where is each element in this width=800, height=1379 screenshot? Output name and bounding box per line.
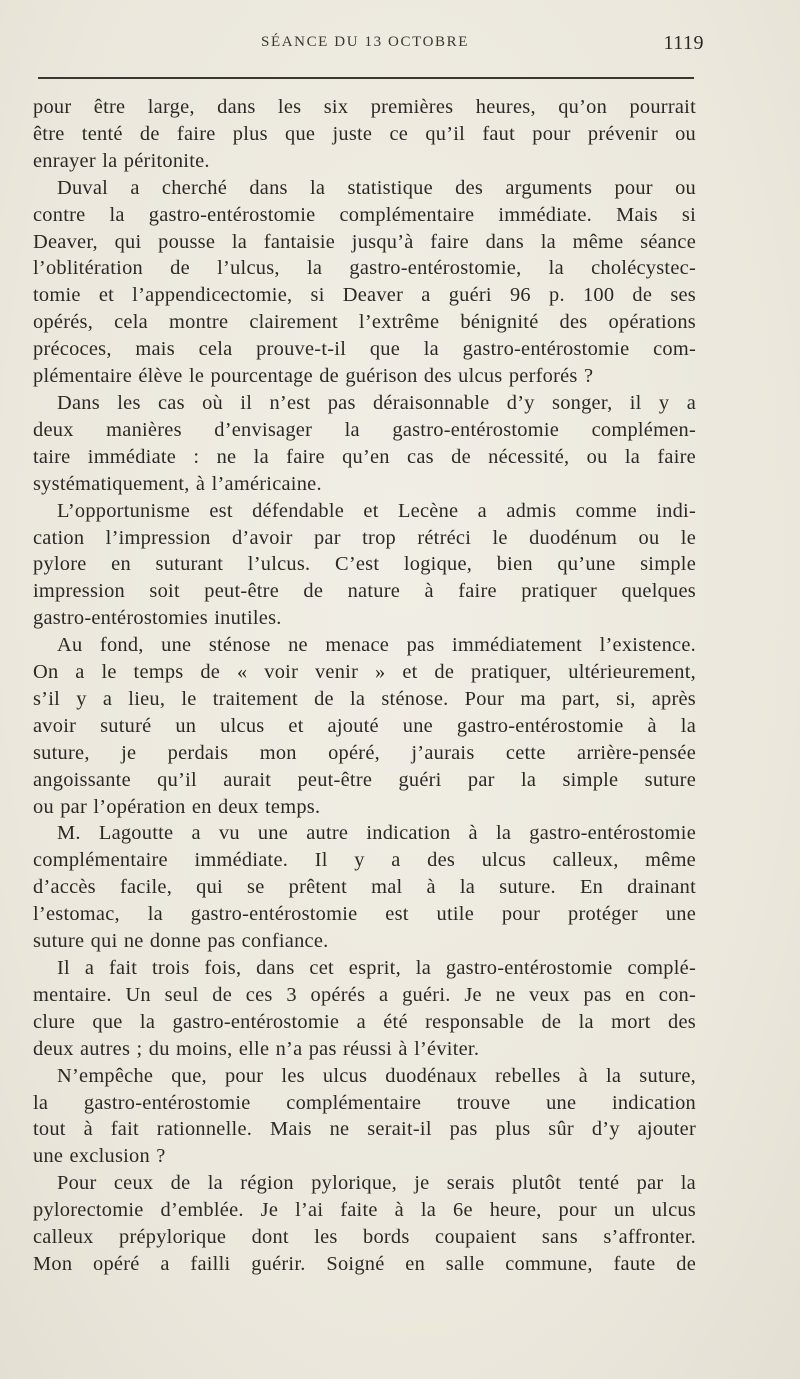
text-line: mentaire. Un seul de ces 3 opérés a guéri. Je ne veux pas en con- bbox=[33, 983, 696, 1006]
text-line: clure que la gastro-entérostomie a été responsable de la mort des bbox=[33, 1010, 696, 1033]
text-line: la gastro-entérostomie complémentaire trouve une indication bbox=[33, 1091, 696, 1114]
text-line: N’empêche que, pour les ulcus duodénaux rebelles à la suture, bbox=[57, 1064, 696, 1087]
text-line: enrayer la péritonite. bbox=[33, 149, 210, 172]
text-line: suture qui ne donne pas confiance. bbox=[33, 930, 329, 953]
text-line: pylorectomie d’emblée. Je l’ai faite à la 6e heure, pour un ulcus bbox=[33, 1199, 696, 1222]
text-line: s’il y a lieu, le traitement de la sténose. Pour ma part, si, après bbox=[33, 687, 696, 710]
text-line: précoces, mais cela prouve-t-il que la gastro-entérostomie com- bbox=[33, 338, 696, 361]
body-text bbox=[33, 94, 696, 1278]
text-line: pour être large, dans les six premières heures, qu’on pourrait bbox=[33, 96, 696, 118]
text-line: contre la gastro-entérostomie complémentaire immédiate. Mais si bbox=[33, 203, 696, 226]
text-line: Deaver, qui pousse la fantaisie jusqu’à faire dans la même séance bbox=[33, 230, 696, 253]
text-line: angoissante qu’il aurait peut-être guéri par la simple suture bbox=[33, 768, 696, 791]
text-line: calleux prépylorique dont les bords coupaient sans s’affronter. bbox=[33, 1226, 696, 1249]
text-line: Dans les cas où il n’est pas déraisonnable d’y songer, il y a bbox=[57, 391, 696, 414]
running-head: SÉANCE DU 13 OCTOBRE bbox=[261, 34, 469, 50]
text-line: Duval a cherché dans la statistique des arguments pour ou bbox=[57, 176, 696, 199]
text-line: systématiquement, à l’américaine. bbox=[33, 472, 322, 495]
text-line: tout à fait rationnelle. Mais ne serait-il pas plus sûr d’y ajouter bbox=[33, 1118, 696, 1141]
text-line: gastro-entérostomies inutiles. bbox=[33, 607, 282, 630]
text-line: deux manières d’envisager la gastro-entérostomie complémen- bbox=[33, 418, 696, 441]
text-line: Pour ceux de la région pylorique, je serais plutôt tenté par la bbox=[57, 1172, 696, 1195]
text-line: ou par l’opération en deux temps. bbox=[33, 795, 321, 818]
text-line: l’estomac, la gastro-entérostomie est utile pour protéger une bbox=[33, 903, 696, 926]
text-line: impression soit peut-être de nature à faire pratiquer quelques bbox=[33, 580, 696, 603]
text-line: deux autres ; du moins, elle n’a pas réussi à l’éviter. bbox=[33, 1037, 480, 1060]
page-header bbox=[34, 32, 704, 62]
text-line: une exclusion ? bbox=[33, 1145, 166, 1168]
text-line: Il a fait trois fois, dans cet esprit, la gastro-entérostomie complé- bbox=[57, 957, 696, 979]
text-line: être tenté de faire plus que juste ce qu’il faut pour prévenir ou bbox=[33, 122, 696, 145]
text-line: taire immédiate : ne la faire qu’en cas de nécessité, ou la faire bbox=[33, 445, 696, 468]
text-line: L’opportunisme est défendable et Lecène a admis comme indi- bbox=[57, 499, 696, 522]
text-line: On a le temps de « voir venir » et de pratiquer, ultérieurement, bbox=[33, 661, 696, 684]
text-line: l’oblitération de l’ulcus, la gastro-entérostomie, la cholécystec- bbox=[33, 257, 696, 280]
page-number: 1119 bbox=[663, 32, 704, 54]
text-line: Mon opéré a failli guérir. Soigné en salle commune, faute de bbox=[33, 1252, 696, 1275]
text-line: d’accès facile, qui se prêtent mal à la suture. En drainant bbox=[33, 876, 696, 899]
text-line: pylore en suturant l’ulcus. C’est logique, bien qu’une simple bbox=[33, 553, 696, 576]
text-line: M. Lagoutte a vu une autre indication à la gastro-entérostomie bbox=[57, 822, 696, 845]
text-line: plémentaire élève le pourcentage de guérison des ulcus perforés ? bbox=[33, 365, 594, 388]
text-line: suture, je perdais mon opéré, j’aurais cette arrière-pensée bbox=[33, 741, 696, 764]
text-line: cation l’impression d’avoir par trop rétréci le duodénum ou le bbox=[33, 526, 696, 549]
text-line: Au fond, une sténose ne menace pas immédiatement l’existence. bbox=[57, 634, 696, 657]
text-line: tomie et l’appendicectomie, si Deaver a guéri 96 p. 100 de ses bbox=[33, 284, 696, 307]
header-rule bbox=[38, 77, 694, 79]
text-line: opérés, cela montre clairement l’extrême bénignité des opérations bbox=[33, 311, 696, 334]
text-line: complémentaire immédiate. Il y a des ulcus calleux, même bbox=[33, 849, 696, 872]
text-line: avoir suturé un ulcus et ajouté une gastro-entérostomie à la bbox=[33, 714, 696, 737]
